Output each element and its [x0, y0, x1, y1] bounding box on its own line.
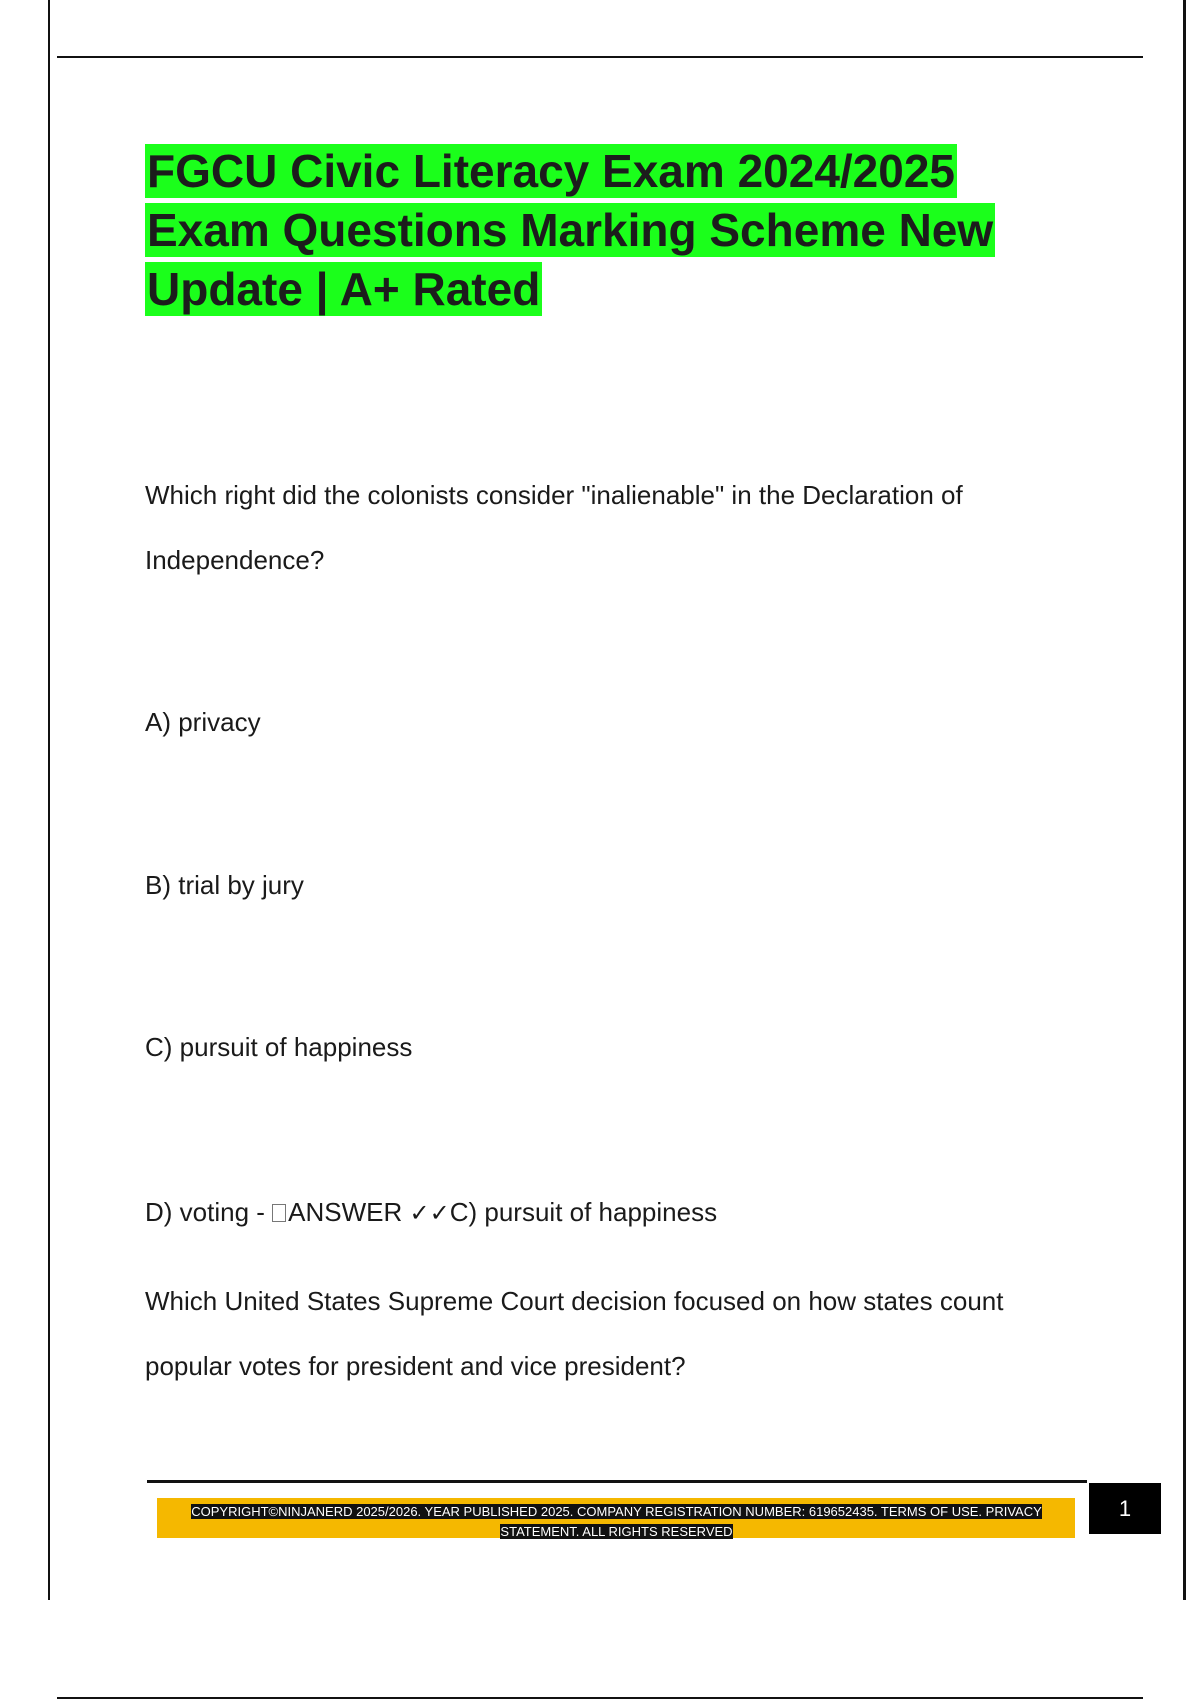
question-1-option-d-answer	[145, 1195, 717, 1230]
answer-label: ANSWER	[288, 1197, 410, 1227]
answer-box-icon	[272, 1204, 286, 1222]
page-border-left	[48, 0, 50, 1600]
question-1-line-2: Independence?	[145, 545, 325, 575]
question-1-option-a: A) privacy	[145, 707, 261, 737]
next-page-rule	[57, 1697, 1143, 1699]
question-1-option-c: C) pursuit of happiness	[145, 1032, 413, 1062]
question-1-line-1: Which right did the colonists consider "inalienable" in the Declaration of	[145, 480, 963, 510]
document-title-text: FGCU Civic Literacy Exam 2024/2025 Exam Questions Marking Scheme New Update | A+ Rated	[147, 145, 994, 315]
answer-text: C) pursuit of happiness	[449, 1197, 718, 1227]
footer-rule	[147, 1480, 1087, 1483]
question-2-line-1: Which United States Supreme Court decision focused on how states count	[145, 1286, 1004, 1316]
page-border-right	[1183, 0, 1186, 1600]
footer-copyright-text: COPYRIGHT©NINJANERD 2025/2026. YEAR PUBLISHED 2025. COMPANY REGISTRATION NUMBER: 619652435. TERMS OF USE. PRIVACY STATEMENT. ALL RIGHTS RESERVED	[191, 1504, 1042, 1539]
check-icon: ✓✓	[409, 1199, 450, 1227]
question-1-option-b: B) trial by jury	[145, 870, 304, 900]
page-number: 1	[1089, 1483, 1161, 1534]
question-1-option-d: D) voting -	[145, 1197, 273, 1227]
footer-copyright	[170, 1502, 1063, 1542]
document-title	[145, 142, 1065, 319]
header-rule	[57, 56, 1143, 58]
question-2-line-2: popular votes for president and vice president?	[145, 1351, 686, 1381]
